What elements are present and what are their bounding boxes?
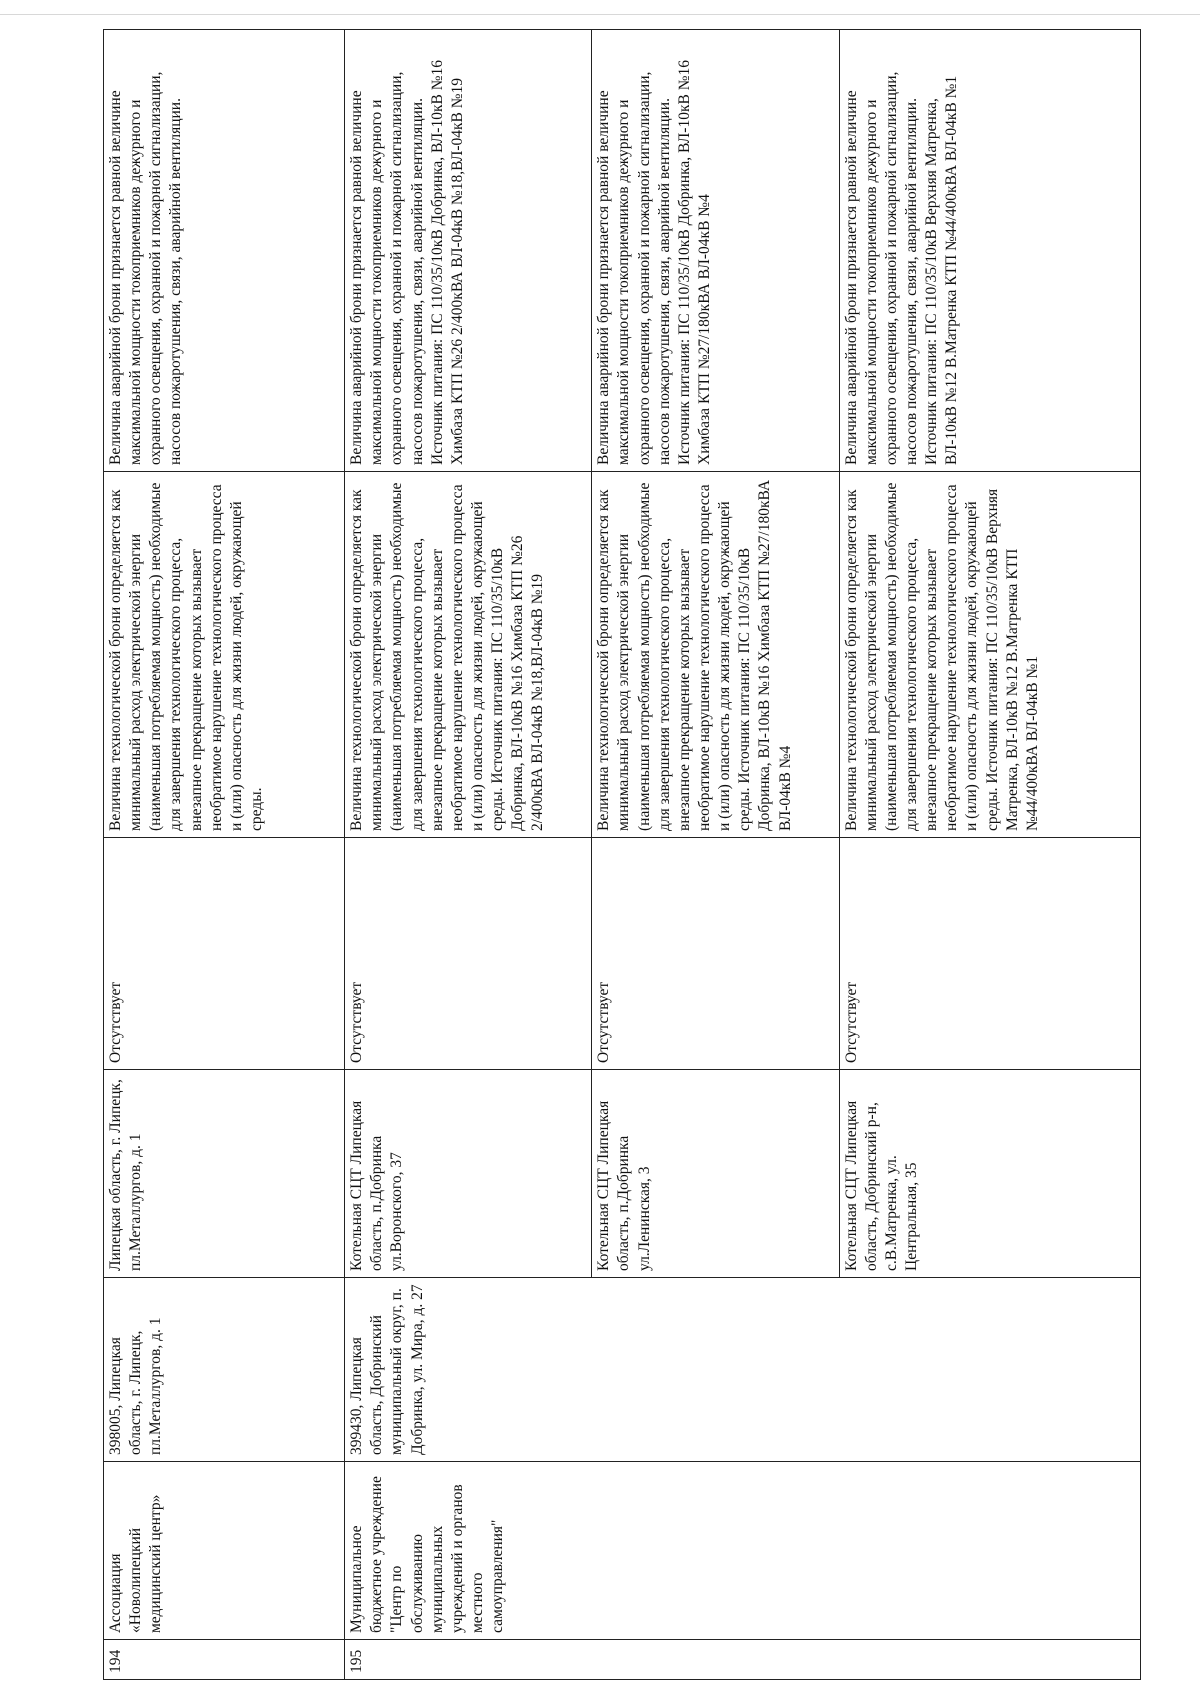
technological-reserve: Величина технологической брони определяется как минимальный расход электрической энергии (наименьшая потребляемая мощность) необходимые для завершения технологического процесса, внезапное прекращение которых вызывает необратимое нарушение технологического процесса и (или) опасность для жизни людей, окружающей среды. Источник питания: ПС 110/35/10кВ Верхняя Матренка, ВЛ-10кВ №12 В.Матренка КТП №44/400кВА ВЛ-04кВ №1: [839, 471, 1140, 837]
emergency-reserve: Величина аварийной брони признается равной величине максимальной мощности токоприемников дежурного и охранного освещения, охранной и пожарной сигнализации, насосов пожаротушения, связи, аварийной вентиляции. Источник питания: ПС 110/35/10кВ Верхняя Матренка, ВЛ-10кВ №12 В.Матренка КТП №44/400кВА ВЛ-04кВ №1: [839, 29, 1140, 471]
row-number: 194: [104, 1639, 345, 1679]
technological-reserve: Величина технологической брони определяется как минимальный расход электрической энергии (наименьшая потребляемая мощность) необходимые для завершения технологического процесса, внезапное прекращение которых вызывает необратимое нарушение технологического процесса и (или) опасность для жизни людей, окружающей среды. Источник питания: ПС 110/35/10кВ Добринка, ВЛ-10кВ №16 Химбаза КТП №26 2/400кВА ВЛ-04кВ №18,ВЛ-04кВ №19: [345, 471, 592, 837]
technological-reserve: Величина технологической брони определяется как минимальный расход электрической энергии (наименьшая потребляемая мощность) необходимые для завершения технологического процесса, внезапное прекращение которых вызывает необратимое нарушение технологического процесса и (или) опасность для жизни людей, окружающей среды.: [104, 471, 345, 837]
status-cell: Отсутствует: [104, 837, 345, 1069]
status-cell: Отсутствует: [839, 837, 1140, 1069]
table-row: [104, 29, 345, 1679]
rotated-page: [103, 30, 1141, 1680]
table-row: [345, 29, 592, 1679]
organization-name: Муниципальное бюджетное учреждение "Центр по обслуживанию муниципальных учреждений и органов местного самоуправления": [345, 1461, 1141, 1639]
emergency-reserve: Величина аварийной брони признается равной величине максимальной мощности токоприемников дежурного и охранного освещения, охранной и пожарной сигнализации, насосов пожаротушения, связи, аварийной вентиляции. Источник питания: ПС 110/35/10кВ Добринка, ВЛ-10кВ №16 Химбаза КТП №26 2/400кВА ВЛ-04кВ №18,ВЛ-04кВ №19: [345, 29, 592, 471]
object-address: Котельная СЦТ Липецкая область, п.Добринка ул.Воронского, 37: [345, 1069, 592, 1277]
technological-reserve: Величина технологической брони определяется как минимальный расход электрической энергии (наименьшая потребляемая мощность) необходимые для завершения технологического процесса, внезапное прекращение которых вызывает необратимое нарушение технологического процесса и (или) опасность для жизни людей, окружающей среды. Источник питания: ПС 110/35/10кВ Добринка, ВЛ-10кВ №16 Химбаза КТП №27/180кВА ВЛ-04кВ №4: [592, 471, 839, 837]
scan-top-edge: [0, 14, 1200, 15]
legal-address: 398005, Липецкая область, г. Липецк, пл.Металлургов, д. 1: [104, 1277, 345, 1461]
emergency-reserve: Величина аварийной брони признается равной величине максимальной мощности токоприемников дежурного и охранного освещения, охранной и пожарной сигнализации, насосов пожаротушения, связи, аварийной вентиляции. Источник питания: ПС 110/35/10кВ Добринка, ВЛ-10кВ №16 Химбаза КТП №27/180кВА ВЛ-04кВ №4: [592, 29, 839, 471]
status-cell: Отсутствует: [592, 837, 839, 1069]
organization-name: Ассоциация «Новолипецкий медицинский центр»: [104, 1461, 345, 1639]
legal-address: 399430, Липецкая область, Добринский муниципальный округ, п. Добринка, ул. Мира, д. 27: [345, 1277, 1141, 1461]
object-address: Котельная СЦТ Липецкая область, Добринский р-н, с.В.Матренка, ул. Центральная, 35: [839, 1069, 1140, 1277]
reservation-table: [103, 29, 1141, 1680]
object-address: Липецкая область, г. Липецк, пл.Металлургов, д. 1: [104, 1069, 345, 1277]
emergency-reserve: Величина аварийной брони признается равной величине максимальной мощности токоприемников дежурного и охранного освещения, охранной и пожарной сигнализации, насосов пожаротушения, связи, аварийной вентиляции.: [104, 29, 345, 471]
row-number: 195: [345, 1639, 1141, 1679]
object-address: Котельная СЦТ Липецкая область, п.Добринка ул.Ленинская, 3: [592, 1069, 839, 1277]
status-cell: Отсутствует: [345, 837, 592, 1069]
